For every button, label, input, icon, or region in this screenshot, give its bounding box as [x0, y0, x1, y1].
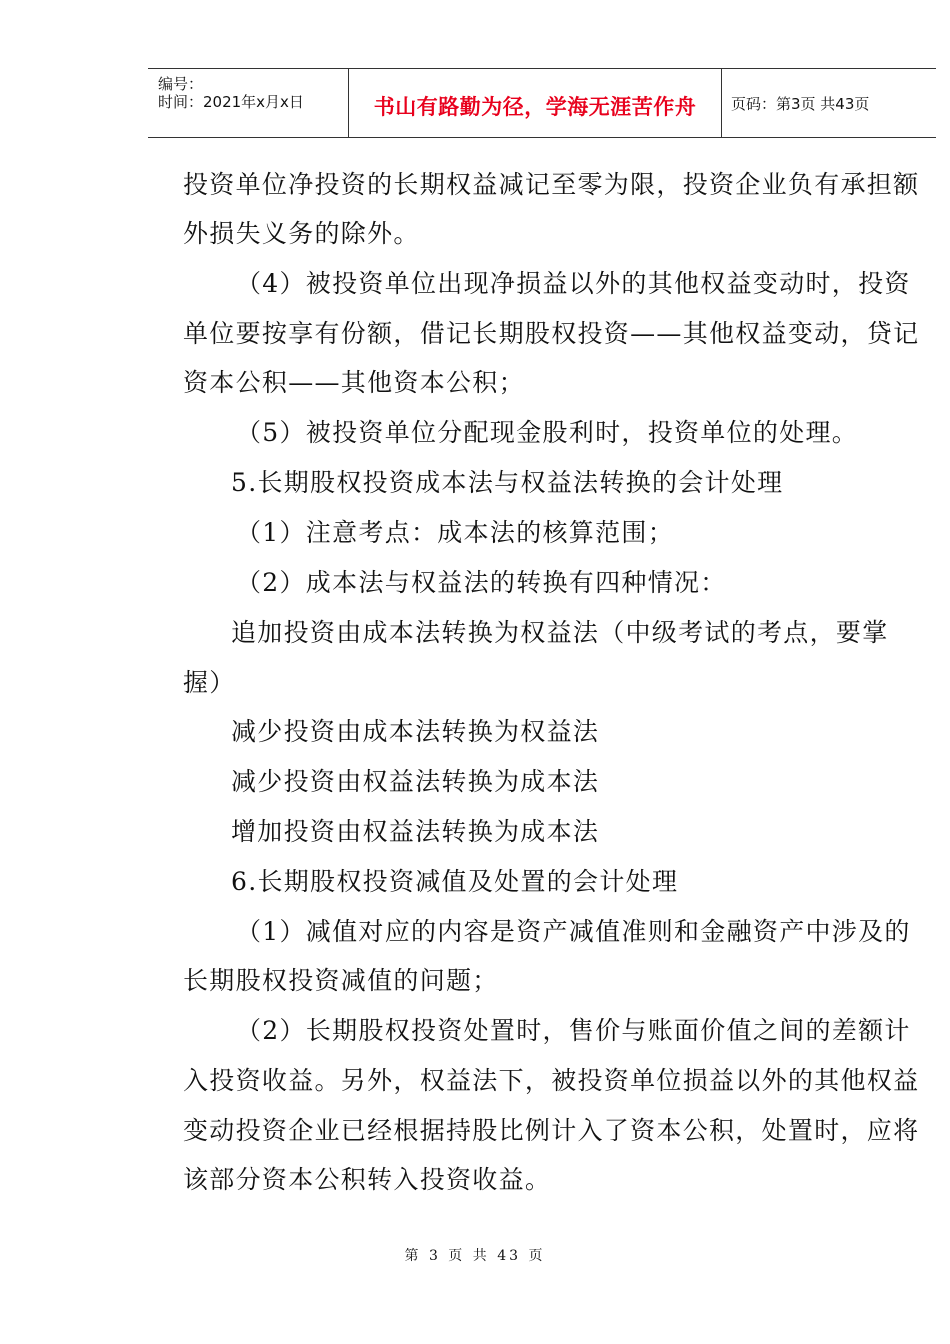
page-header: [148, 68, 936, 138]
body-line: 6.长期股权投资减值及处置的会计处理: [231, 867, 679, 896]
header-page-cell: [721, 69, 936, 137]
body-line: （5）被投资单位分配现金股利时，投资单位的处理。: [236, 418, 859, 447]
header-motto-cell: [348, 69, 722, 137]
body-line: （1）减值对应的内容是资产减值准则和金融资产中涉及的: [236, 917, 911, 946]
body-line: 该部分资本公积转入投资收益。: [183, 1165, 552, 1194]
body-line: 入投资收益。另外，权益法下，被投资单位损益以外的其他权益: [183, 1066, 920, 1095]
document-number-label: 编号：: [158, 75, 204, 93]
body-line: （2）成本法与权益法的转换有四种情况：: [236, 568, 727, 597]
page-footer: 第 3 页 共 43 页: [404, 1248, 546, 1264]
header-motto: 书山有路勤为径，学海无涯苦作舟: [373, 95, 697, 119]
header-page-label: 页码：第3页 共43页: [731, 95, 870, 113]
body-line: 长期股权投资减值的问题；: [183, 966, 499, 995]
body-line: （2）长期股权投资处置时，售价与账面价值之间的差额计: [236, 1016, 911, 1045]
body-line: 增加投资由权益法转换为成本法: [231, 817, 600, 846]
body-line: 资本公积——其他资本公积；: [183, 368, 525, 397]
body-line: 减少投资由成本法转换为权益法: [231, 717, 600, 746]
body-line: 单位要按享有份额，借记长期股权投资——其他权益变动，贷记: [183, 319, 920, 348]
body-line: 减少投资由权益法转换为成本法: [231, 767, 600, 796]
body-line: 追加投资由成本法转换为权益法（中级考试的考点，要掌: [231, 618, 889, 647]
body-line: （1）注意考点：成本法的核算范围；: [236, 518, 675, 547]
body-line: 外损失义务的除外。: [183, 219, 420, 248]
body-line: 变动投资企业已经根据持股比例计入了资本公积，处置时，应将: [183, 1116, 920, 1145]
body-line: 5.长期股权投资成本法与权益法转换的会计处理: [231, 468, 784, 497]
body-line: 握）: [183, 668, 236, 697]
body-line: （4）被投资单位出现净损益以外的其他权益变动时，投资: [236, 269, 911, 298]
header-meta-cell: [148, 69, 348, 137]
document-time-label: 时间：2021年x月x日: [158, 93, 304, 111]
body-line: 投资单位净投资的长期权益减记至零为限，投资企业负有承担额: [183, 170, 920, 199]
